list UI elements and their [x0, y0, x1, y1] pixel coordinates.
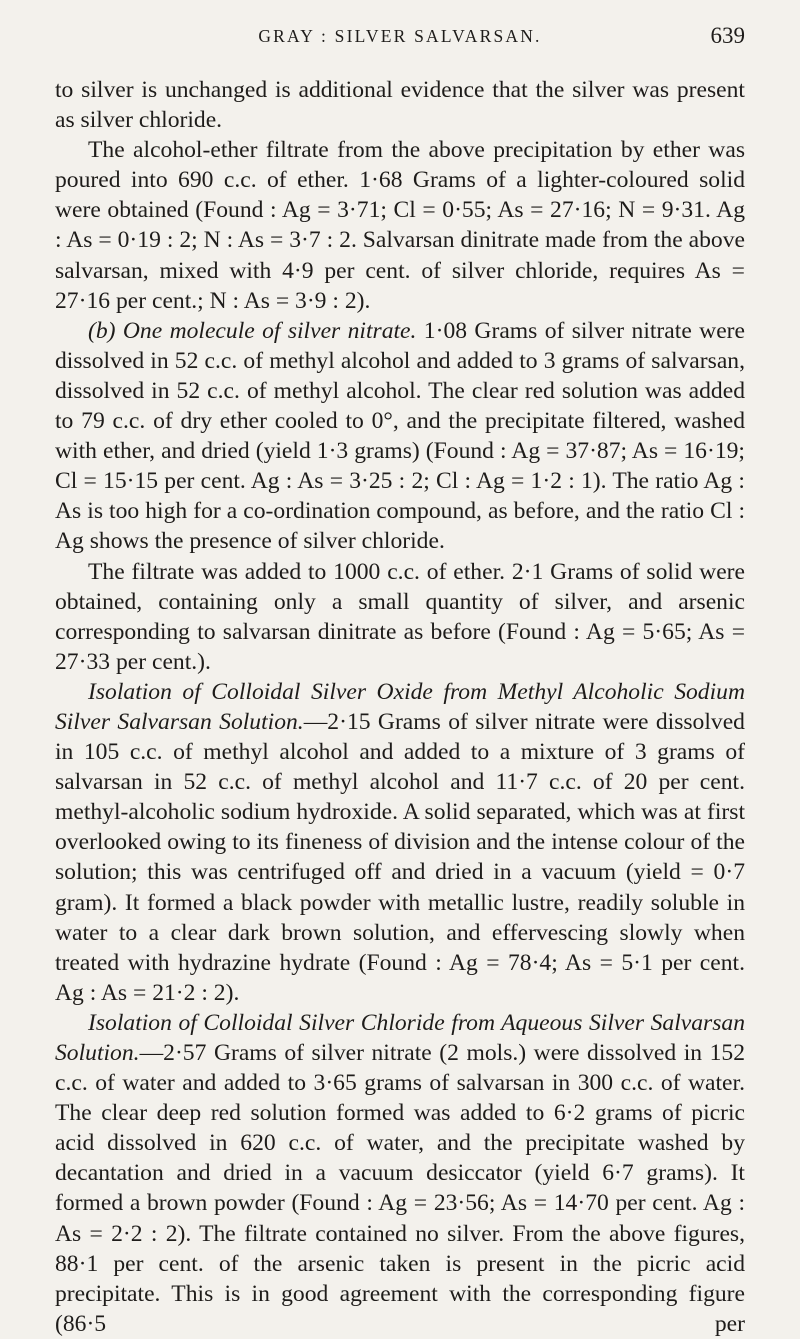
running-head: [55, 22, 745, 52]
body-text: [55, 75, 745, 1339]
section-heading: (b) One molecule of silver nitrate.: [88, 317, 417, 344]
paragraph-text: The filtrate was added to 1000 c.c. of ether. 2·1 Grams of solid were obtained, containing only a small quantity of silver, and arsenic corresponding to salvarsan dinitrate as before (Found : Ag = 5·65; As = 27·33 per cent.).: [55, 558, 745, 675]
paragraph-filtrate-ether: [55, 557, 745, 677]
paragraph-text: —2·57 Grams of silver nitrate (2 mols.) were dissolved in 152 c.c. of water and added to 3·65 grams of salvarsan in 300 c.c. of water. The clear deep red solution formed was added to 6·2 grams of picric acid dissolved in 620 c.c. of water, and the precipitate washed by decantation and dried in a vacuum desiccator (yield 6·7 grams). It formed a brown powder (Found : Ag = 23·56; As = 14·70 per cent. Ag : As = 2·2 : 2). The filtrate contained no silver. From the above figures, 88·1 per cent. of the arsenic taken is present in the picric acid precipitate. This is in good agreement with the corresponding figure (86·5 per: [55, 1040, 745, 1337]
section-heading: Isolation of Colloidal Silver Oxide from Methyl Alcoholic Sodium Silver Salvarsan Solution.: [55, 678, 745, 735]
paragraph-colloidal-silver-oxide: [55, 677, 745, 1008]
paragraph-text: to silver is unchanged is additional evidence that the silver was present as silver chloride.: [55, 77, 745, 134]
paragraph-text: —2·15 Grams of silver nitrate were dissolved in 105 c.c. of methyl alcohol and added to a mixture of 3 grams of salvarsan in 52 c.c. of methyl alcohol and 11·7 c.c. of 20 per cent. methyl-alcoholic sodium hydroxide. A solid separated, which was at first overlooked owing to its fineness of division and the intense colour of the solution; this was centrifuged off and dried in a vacuum (yield = 0·7 gram). It formed a black powder with metallic lustre, readily soluble in water to a clear dark brown solution, and effervescing slowly when treated with hydrazine hydrate (Found : Ag = 78·4; As = 5·1 per cent. Ag : As = 21·2 : 2).: [55, 708, 745, 1006]
page-number: 639: [710, 23, 745, 48]
paragraph-text: The alcohol-ether filtrate from the above precipitation by ether was poured into 690 c.c. of ether. 1·68 Grams of a lighter-coloured solid were obtained (Found : Ag = 3·71; Cl = 0·55; As = 27·16; N = 9·31. Ag : As = 0·19 : 2; N : As = 3·7 : 2. Salvarsan dinitrate made from the above salvarsan, mixed with 4·9 per cent. of silver chloride, requires As = 27·16 per cent.; N : As = 3·9 : 2).: [55, 137, 745, 314]
paragraph-alcohol-ether-filtrate: [55, 135, 745, 316]
paragraph-text: 1·08 Grams of silver nitrate were dissolved in 52 c.c. of methyl alcohol and added to 3 grams of salvarsan, dissolved in 52 c.c. of methyl alcohol. The clear red solution was added to 79 c.c. of dry ether cooled to 0°, and the precipitate filtered, washed with ether, and dried (yield 1·3 grams) (Found : Ag = 37·87; As = 16·19; Cl = 15·15 per cent. Ag : As = 3·25 : 2; Cl : Ag = 1·2 : 1). The ratio Ag : As is too high for a co-ordination compound, as before, and the ratio Cl : Ag shows the presence of silver chloride.: [55, 317, 745, 555]
paragraph-silver-nitrate-one-molecule: [55, 316, 745, 557]
section-heading: Isolation of Colloidal Silver Chloride from Aqueous Silver Salvarsan Solution.: [55, 1009, 745, 1066]
running-head-title: GRAY : SILVER SALVARSAN.: [258, 26, 542, 46]
paragraph-continuation: [55, 75, 745, 135]
paragraph-colloidal-silver-chloride: [55, 1008, 745, 1339]
